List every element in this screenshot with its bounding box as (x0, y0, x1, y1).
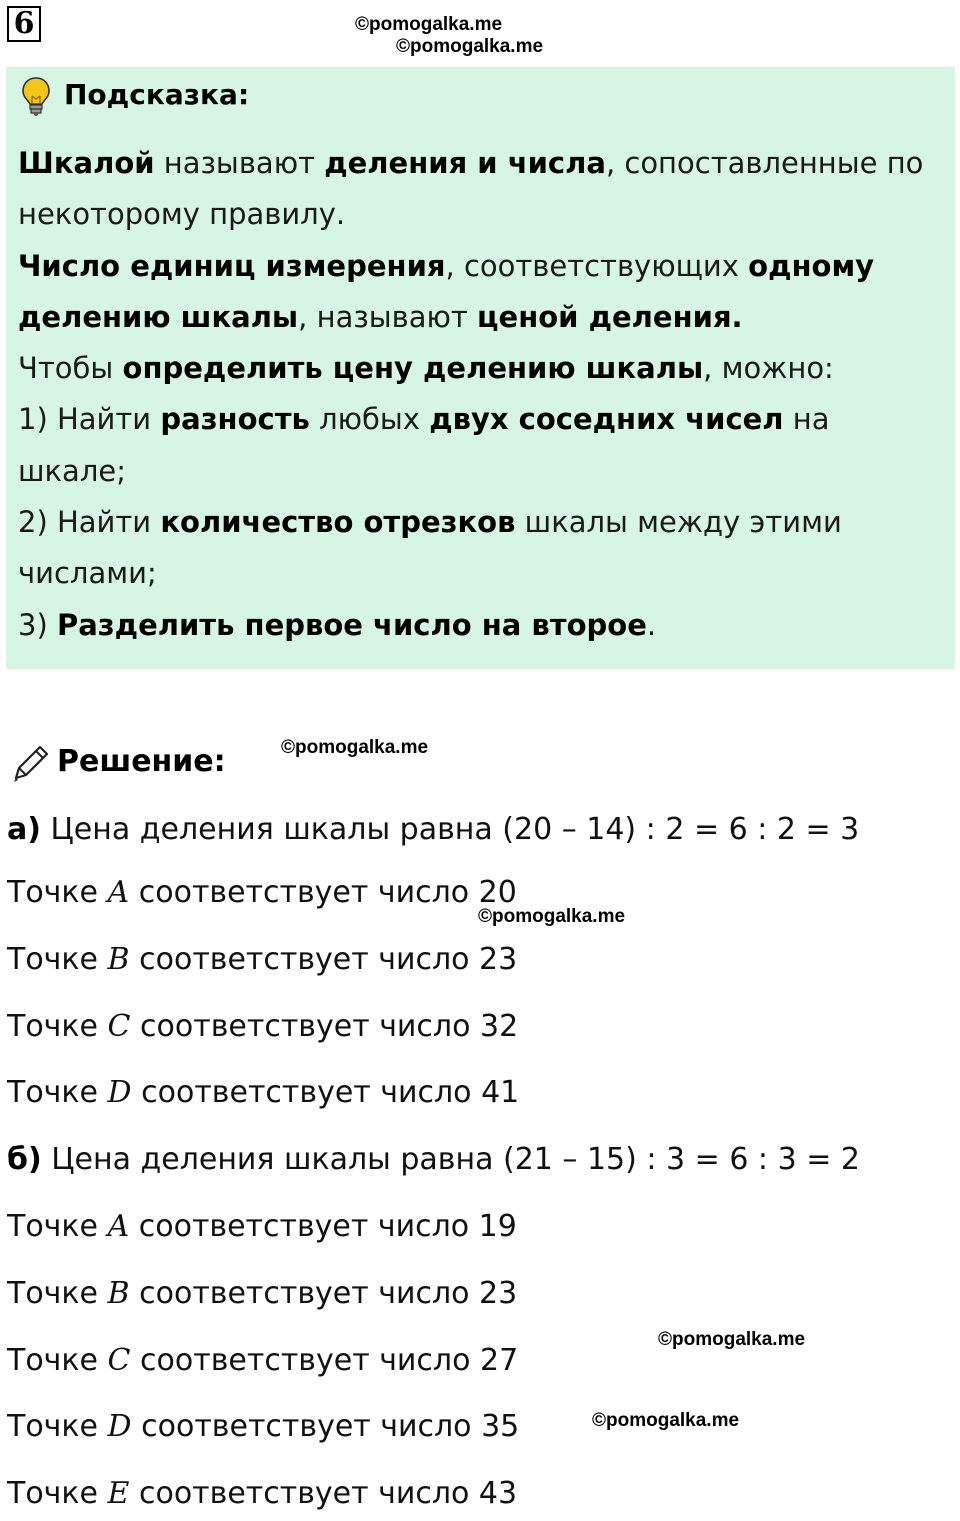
hint-paragraph (18, 138, 943, 241)
point-line (7, 1276, 517, 1311)
hint-text-segment: любых (309, 402, 430, 437)
part-heading-text: Цена деления шкалы равна (20 – 14) : 2 = 6 : 2 = 3 (40, 812, 860, 847)
point-name: C (107, 1009, 131, 1044)
hint-paragraph (18, 394, 943, 497)
point-line (7, 875, 517, 910)
point-prefix: Точке (7, 1343, 108, 1378)
point-prefix: Точке (7, 1476, 108, 1511)
hint-title: Подсказка: (64, 78, 250, 111)
point-line (7, 1209, 517, 1244)
point-name: A (107, 875, 130, 910)
hint-bold-term: количество отрезков (160, 505, 516, 540)
part-label: б) (7, 1142, 42, 1177)
hint-bold-term: деления и числа (324, 146, 606, 180)
hint-paragraph (18, 241, 943, 344)
hint-text-segment: , можно: (703, 351, 834, 386)
point-name: B (107, 1276, 130, 1311)
hint-paragraph (18, 343, 943, 394)
point-name: E (107, 1476, 130, 1511)
hint-text-segment: , сопоставленные по некоторому правилу. (18, 146, 924, 232)
lightbulb-icon (20, 76, 52, 118)
hint-paragraph (18, 600, 943, 651)
point-name: D (107, 1075, 132, 1110)
pencil-icon (10, 742, 52, 784)
hint-text (18, 138, 943, 651)
point-prefix: Точке (7, 875, 108, 910)
task-number: 6 (7, 6, 41, 42)
point-line (7, 1075, 519, 1110)
hint-text-segment: , соответствующих (445, 248, 749, 283)
point-line (7, 1343, 518, 1378)
point-line (7, 1009, 518, 1044)
solution-title: Решение: (57, 744, 226, 779)
hint-bold-term: разность (160, 402, 310, 437)
point-prefix: Точке (7, 1409, 108, 1444)
hint-bold-term: Шкалой (18, 146, 155, 180)
hint-text-segment: на шкале; (18, 402, 830, 488)
hint-text-segment: шкалы между этими числами; (18, 505, 842, 591)
hint-bold-term: ценой деления. (477, 299, 743, 334)
point-value-text: соответствует число 41 (131, 1075, 520, 1110)
hint-bold-term: Разделить первое число на второе (56, 607, 647, 642)
watermark: ©pomogalka.me (281, 737, 429, 758)
point-value-text: соответствует число 43 (129, 1476, 518, 1511)
point-line (7, 1476, 517, 1511)
point-value-text: соответствует число 35 (131, 1409, 520, 1444)
hint-paragraph (18, 497, 943, 600)
point-prefix: Точке (7, 1009, 108, 1044)
point-prefix: Точке (7, 1276, 108, 1311)
solution-part-heading (7, 1142, 860, 1177)
watermark: ©pomogalka.me (355, 14, 503, 35)
watermark: ©pomogalka.me (592, 1410, 740, 1431)
watermark: ©pomogalka.me (658, 1329, 806, 1350)
point-prefix: Точке (7, 1075, 108, 1110)
hint-text-segment: . (646, 607, 657, 642)
point-line (7, 942, 517, 977)
hint-text-segment: 3) (18, 607, 57, 642)
point-value-text: соответствует число 23 (129, 942, 518, 977)
hint-bold-term: одному делению шкалы (18, 248, 875, 334)
point-name: B (107, 942, 130, 977)
part-heading-text: Цена деления шкалы равна (21 – 15) : 3 = 6 : 3 = 2 (41, 1142, 860, 1177)
point-value-text: соответствует число 20 (129, 875, 517, 910)
watermark: ©pomogalka.me (396, 36, 544, 57)
point-value-text: соответствует число 19 (129, 1209, 517, 1244)
hint-text-segment: называют (154, 146, 325, 180)
point-value-text: соответствует число 23 (129, 1276, 518, 1311)
hint-text-segment: 1) Найти (18, 402, 161, 437)
hint-text-segment: , называют (298, 299, 478, 334)
point-prefix: Точке (7, 942, 108, 977)
point-name: D (107, 1409, 132, 1444)
hint-bold-term: Число единиц измерения (18, 248, 446, 283)
hint-bold-term: определить цену делению шкалы (122, 351, 704, 386)
solution-part-heading (7, 812, 859, 847)
point-value-text: соответствует число 27 (130, 1343, 519, 1378)
watermark: ©pomogalka.me (478, 906, 626, 927)
hint-text-segment: 2) Найти (18, 505, 161, 540)
point-value-text: соответствует число 32 (130, 1009, 519, 1044)
point-name: C (107, 1343, 131, 1378)
point-name: A (107, 1209, 130, 1244)
part-label: а) (7, 812, 41, 847)
point-prefix: Точке (7, 1209, 108, 1244)
hint-bold-term: двух соседних чисел (429, 402, 784, 437)
hint-text-segment: Чтобы (18, 351, 123, 386)
point-line (7, 1409, 519, 1444)
